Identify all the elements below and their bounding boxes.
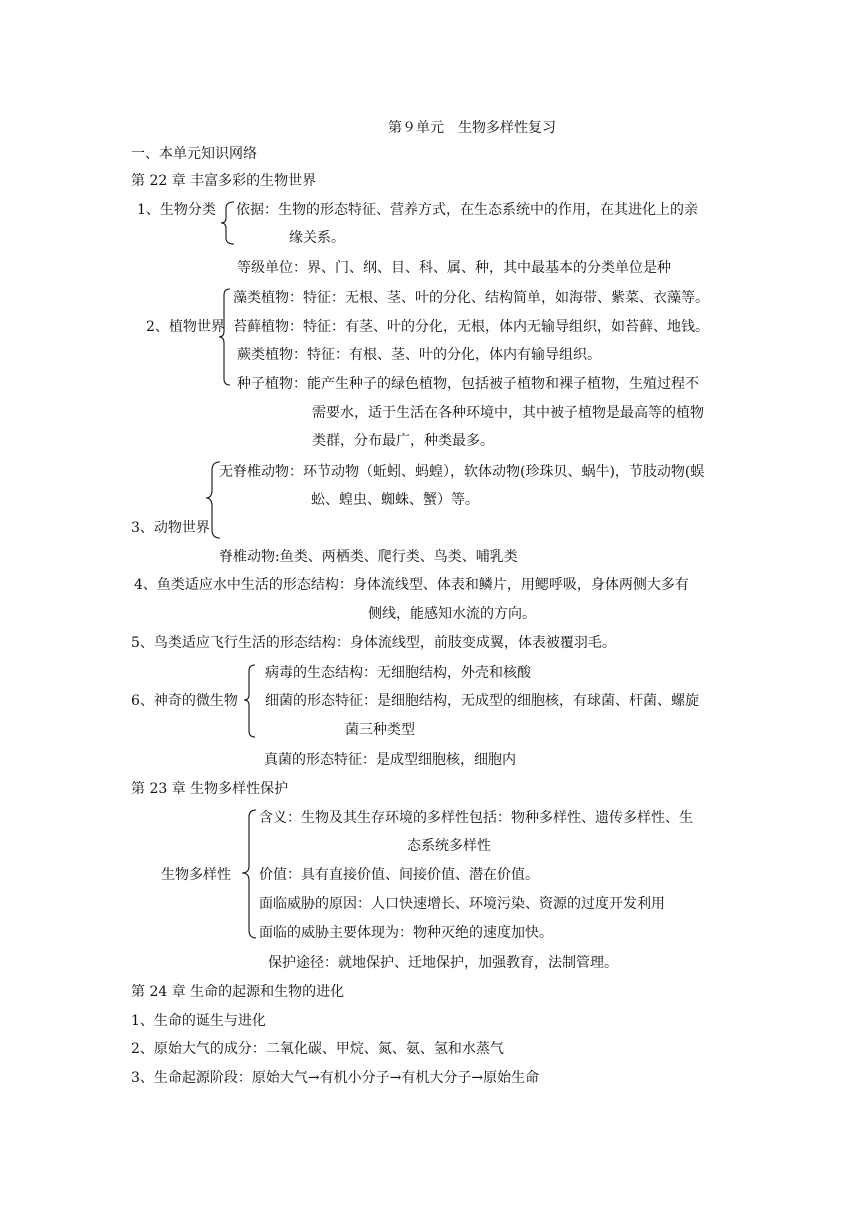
biodiversity-brace	[240, 808, 258, 940]
microbes-virus: 病毒的生态结构：无细胞结构，外壳和核酸	[265, 665, 531, 681]
microbes-bacteria-cont: 菌三种类型	[345, 722, 415, 738]
animals-vertebrates: 脊椎动物:鱼类、两栖类、爬行类、鸟类、哺乳类	[219, 549, 518, 565]
animals-invertebrates-cont: 蚣、蝗虫、蜘蛛、蟹）等。	[311, 492, 479, 508]
ch24-item-2: 2、原始大气的成分：二氧化碳、甲烷、氮、氨、氢和水蒸气	[131, 1041, 504, 1057]
biodiversity-threat-causes: 面临威胁的原因：人口快速增长、环境污染、资源的过度开发利用	[259, 896, 665, 912]
microbes-label: 6、神奇的微生物	[131, 693, 238, 709]
microbes-brace	[243, 663, 257, 739]
ch24-item-1: 1、生命的诞生与进化	[131, 1013, 266, 1029]
biodiversity-meaning-cont: 态系统多样性	[407, 838, 491, 854]
section-heading: 一、本单元知识网络	[131, 146, 257, 162]
microbes-bacteria: 细菌的形态特征：是细胞结构，无成型的细胞核，有球菌、杆菌、螺旋	[265, 693, 699, 709]
animals-label: 3、动物世界	[131, 520, 210, 536]
classify-brace	[220, 200, 236, 246]
biodiversity-value: 价值：具有直接价值、间接价值、潜在价值。	[259, 867, 539, 883]
ch24-item-3: 3、生命起源阶段：原始大气→有机小分子→有机大分子→原始生命	[131, 1070, 540, 1086]
page-title: 第９单元 生物多样性复习	[388, 120, 556, 136]
classify-label: 1、生物分类	[137, 202, 216, 218]
plants-algae: 藻类植物：特征：无根、茎、叶的分化、结构简单，如海带、紫菜、衣藻等。	[233, 290, 709, 306]
fish-adaptation: 4、鱼类适应水中生活的形态结构：身体流线型、体表和鳞片，用鳃呼吸，身体两侧大多有	[134, 577, 689, 593]
chapter-23-heading: 第 23 章 生物多样性保护	[131, 781, 289, 797]
microbes-fungi: 真菌的形态特征：是成型细胞核，细胞内	[264, 752, 516, 768]
plants-fern: 蕨类植物：特征：有根、茎、叶的分化，体内有输导组织。	[237, 347, 601, 363]
biodiversity-protection: 保护途径：就地保护、迁地保护，加强教育，法制管理。	[268, 955, 618, 971]
classify-basis-cont: 缘关系。	[289, 230, 345, 246]
chapter-22-heading: 第 22 章 丰富多彩的生物世界	[131, 173, 317, 189]
classify-basis: 依据：生物的形态特征、营养方式，在生态系统中的作用，在其进化上的亲	[236, 202, 698, 218]
fish-adaptation-cont: 侧线，能感知水流的方向。	[368, 606, 536, 622]
bird-adaptation: 5、鸟类适应飞行生活的形态结构：身体流线型，前肢变成翼，体表被覆羽毛。	[131, 635, 616, 651]
plants-brace	[218, 287, 232, 387]
plants-seed-cont-2: 类群，分布最广，种类最多。	[312, 433, 494, 449]
biodiversity-label: 生物多样性	[161, 867, 231, 883]
animals-invertebrates: 无脊椎动物：环节动物（蚯蚓、蚂蝗），软体动物(珍珠贝、蜗牛)，节肢动物(蜈	[219, 464, 705, 480]
classify-levels: 等级单位：界、门、纲、目、科、属、种，其中最基本的分类单位是种	[237, 260, 671, 276]
chapter-24-heading: 第 24 章 生命的起源和生物的进化	[131, 984, 345, 1000]
plants-seed: 种子植物：能产生种子的绿色植物，包括被子植物和裸子植物，生殖过程不	[237, 376, 699, 392]
plants-label: 2、植物世界	[146, 319, 225, 335]
biodiversity-meaning: 含义：生物及其生存环境的多样性包括：物种多样性、遗传多样性、生	[259, 810, 693, 826]
biodiversity-threat-form: 面临的威胁主要体现为：物种灭绝的速度加快。	[259, 925, 553, 941]
plants-moss: 苔藓植物：特征：有茎、叶的分化，无根，体内无输导组织，如苔藓、地钱。	[233, 319, 709, 335]
plants-seed-cont-1: 需要水，适于生活在各种环境中，其中被子植物是最高等的植物	[312, 405, 704, 421]
